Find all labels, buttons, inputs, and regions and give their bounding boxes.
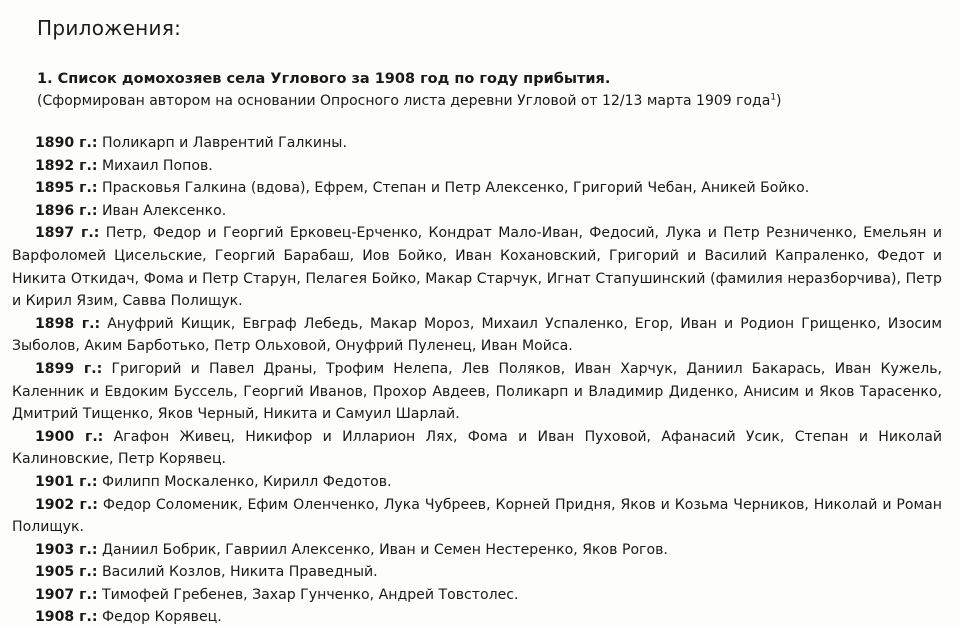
entry-names: Тимофей Гребенев, Захар Гунченко, Андрей Товстолес. [101, 586, 519, 603]
list-note [37, 93, 782, 109]
entry-names: Михаил Попов. [101, 157, 213, 174]
list-item [12, 494, 942, 539]
list-item [12, 426, 942, 471]
list-title: 1. Список домохозяев села Углового за 1908 год по году прибытия. [37, 71, 611, 87]
list-item [12, 606, 942, 629]
entry-year: 1898 г.: [35, 315, 101, 332]
entry-year: 1896 г.: [35, 202, 98, 219]
page-heading: Приложения: [37, 16, 182, 40]
entry-year: 1905 г.: [35, 564, 98, 581]
list-item [12, 561, 942, 584]
entry-year: 1908 г.: [35, 609, 98, 626]
list-item [12, 155, 942, 178]
entry-names: Григорий и Павел Драны, Трофим Нелепа, Лев Поляков, Иван Харчук, Даниил Бакарась, Иван Кужель, Каленник и Евдоким Буссель, Георгий Иванов, Прохор Авдеев, Поликарп и Владимир Диденко, Анисим и Яков Тарасенко, Дмитрий Тищенко, Яков Черный, Никита и Самуил Шарлай. [12, 360, 942, 423]
entry-year: 1900 г.: [35, 428, 104, 445]
entry-year: 1907 г.: [35, 586, 98, 603]
entry-names: Даниил Бобрик, Гавриил Алексенко, Иван и Семен Нестеренко, Яков Рогов. [101, 541, 668, 558]
list-item [12, 222, 942, 312]
entry-names: Иван Алексенко. [101, 202, 227, 219]
entry-names: Филипп Москаленко, Кирилл Федотов. [101, 473, 392, 490]
list-item [12, 177, 942, 200]
list-note-close: ) [776, 93, 782, 109]
entry-names: Федор Соломеник, Ефим Оленченко, Лука Чубреев, Корней Придня, Яков и Козьма Черников, Николай и Роман Полищук. [12, 496, 942, 536]
entry-year: 1895 г.: [35, 180, 98, 197]
entry-year: 1899 г.: [35, 360, 103, 377]
householder-list [12, 132, 942, 629]
list-item [12, 584, 942, 607]
entry-year: 1897 г.: [35, 225, 100, 242]
entry-year: 1892 г.: [35, 157, 98, 174]
list-item [12, 132, 942, 155]
entry-year: 1902 г.: [35, 496, 98, 513]
footnote-marker: 1 [770, 92, 777, 103]
entry-year: 1890 г.: [35, 135, 98, 151]
entry-names: Поликарп и Лаврентий Галкины. [101, 135, 347, 151]
list-note-text: (Сформирован автором на основании Опросного листа деревни Угловой от 12/13 марта 1909 года [37, 93, 771, 109]
entry-names: Федор Корявец. [101, 609, 222, 626]
entry-names: Ануфрий Кищик, Евграф Лебедь, Макар Мороз, Михаил Успаленко, Егор, Иван и Родион Грищенко, Изосим Зыболов, Аким Барботько, Петр Ольховой, Онуфрий Пуленец, Иван Мойса. [12, 315, 942, 355]
entry-names: Василий Козлов, Никита Праведный. [101, 564, 378, 581]
entry-names: Агафон Живец, Никифор и Илларион Лях, Фома и Иван Пуховой, Афанасий Усик, Степан и Николай Калиновские, Петр Корявец. [12, 428, 942, 468]
list-item [12, 471, 942, 494]
entry-names: Петр, Федор и Георгий Ерковец-Ерченко, Кондрат Мало-Иван, Федосий, Лука и Петр Резниченко, Емельян и Варфоломей Цисельские, Георгий Барабаш, Иов Бойко, Иван Кохановский, Григорий и Василий Капраленко, Федот и Никита Откидач, Фома и Петр Старун, Пелагея Бойко, Макар Старчук, Игнат Стапушинский (фамилия неразборчива), Петр и Кирил Язим, Савва Полищук. [12, 225, 942, 310]
entry-year: 1903 г.: [35, 541, 98, 558]
list-item [12, 539, 942, 562]
list-item [12, 313, 942, 358]
list-item [12, 200, 942, 223]
entry-year: 1901 г.: [35, 473, 98, 490]
list-item [12, 358, 942, 426]
entry-names: Прасковья Галкина (вдова), Ефрем, Степан и Петр Алексенко, Григорий Чебан, Аникей Бойко. [101, 180, 810, 197]
